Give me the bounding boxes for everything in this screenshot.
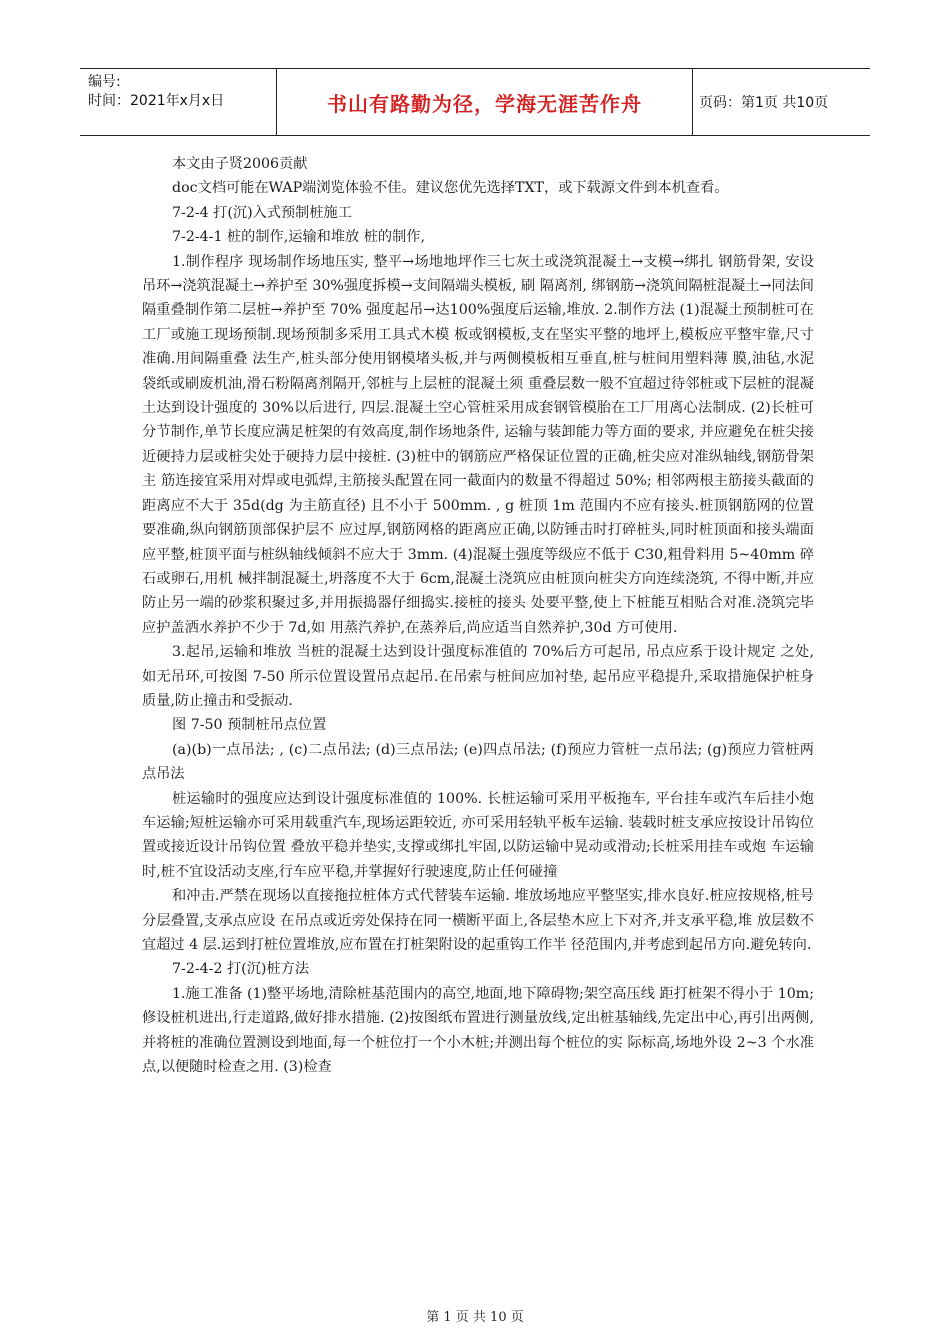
page-info-text: 页码：第1页 共10页 xyxy=(699,95,829,111)
paragraph-production: 1.制作程序 现场制作场地压实, 整平→场地地坪作三七灰土或浇筑混凝土→支模→绑扎 钢筋骨架, 安设吊环→浇筑混凝土→养护至 30%强度拆模→支间隔端头模板, 刷 隔离剂, 绑钢筋→浇筑间隔桩混凝土→同法间隔重叠制作第二层桩→养护至 70% 强度起吊→达100%强度后运输,堆放. 2.制作方法 (1)混凝土预制桩可在工厂或施工现场预制.现场预制多采用工具式木模 板或钢模板,支在坚实平整的地坪上,模板应平整牢靠,尺寸准确.用间隔重叠 法生产,桩头部分使用钢模堵头板,并与两侧模板相互垂直,桩与桩间用塑料薄 膜,油毡,水泥袋纸或刷废机油,滑石粉隔离剂隔开,邻桩与上层桩的混凝土须 重叠层数一般不宜超过待邻桩或下层桩的混凝土达到设计强度的 30%以后进行, 四层.混凝土空心管桩采用成套钢管模胎在工厂用离心法制成. (2)长桩可分节制作,单节长度应满足桩架的有效高度,制作场地条件, 运输与装卸能力等方面的要求, 并应避免在桩尖接近硬持力层或桩尖处于硬持力层中接桩. (3)桩中的钢筋应严格保证位置的正确,桩尖应对准纵轴线,钢筋骨架主 筋连接宜采用对焊或电弧焊,主筋接头配置在同一截面内的数量不得超过 50%; 相邻两根主筋接头截面的距离应不大于 35d(dg 为主筋直径) 且不小于 500mm. , g 桩顶 1m 范围内不应有接头.桩顶钢筋网的位置要准确,纵向钢筋顶部保护层不 应过厚,钢筋网格的距离应正确,以防锤击时打碎桩头,同时桩顶面和接头端面 应平整,桩顶平面与桩纵轴线倾斜不应大于 3mm. (4)混凝土强度等级应不低于 C30,粗骨料用 5~40mm 碎石或卵石,用机 械拌制混凝土,坍落度不大于 6cm,混凝土浇筑应由桩顶向桩尖方向连续浇筑, 不得中断,并应防止另一端的砂浆积聚过多,并用振捣器仔细捣实.接桩的接头 处要平整,使上下桩能互相贴合对准.浇筑完毕应护盖洒水养护不少于 7d,如 用蒸汽养护,在蒸养后,尚应适当自然养护,30d 方可使用. xyxy=(142,253,814,636)
header-meta-cell xyxy=(80,69,277,135)
paragraph-transport: 桩运输时的强度应达到设计强度标准值的 100%. 长桩运输可采用平板拖车, 平台挂车或汽车后挂小炮车运输;短桩运输亦可采用载重汽车,现场运距较近, 亦可采用轻轨平板车运输. 装载时桩支承应按设计吊钩位置或接近设计吊钩位置 叠放平稳并垫实,支撑或绑扎牢固,以防运输中晃动或滑动;长桩采用挂车或炮 车运输时,桩不宜设活动支座,行车应平稳,并掌握好行驶速度,防止任何碰撞 xyxy=(142,790,814,880)
motto-cell xyxy=(277,69,693,135)
paragraph-stacking: 和冲击.严禁在现场以直接拖拉桩体方式代替装车运输. 堆放场地应平整坚实,排水良好.桩应按规格,桩号分层叠置,支承点应设 在吊点或近旁处保持在同一横断平面上,各层垫木应上下对齐,并支承平稳,堆 放层数不宜超过 4 层.运到打桩位置堆放,应布置在打桩架附设的起重钩工作半 径范围内,并考虑到起吊方向.避免转向. xyxy=(142,888,814,953)
paragraph-lifting: 3.起吊,运输和堆放 当桩的混凝土达到设计强度标准值的 70%后方可起吊, 吊点应系于设计规定 之处,如无吊环,可按图 7-50 所示位置设置吊点起吊.在吊索与桩间应加衬垫, 起吊应平稳提升,采取措施保护桩身质量,防止撞击和受振动. xyxy=(142,644,814,709)
subsection-heading-driving: 7-2-4-2 打(沉)桩方法 xyxy=(172,961,310,978)
date-label: 时间：2021年x月x日 xyxy=(88,93,225,109)
document-body xyxy=(142,152,814,1079)
page-footer: 第 1 页 共 10 页 xyxy=(426,1310,524,1325)
paragraph-source: 本文由子贤2006贡献 xyxy=(172,156,308,172)
figure-caption: 图 7-50 预制桩吊点位置 xyxy=(172,717,327,734)
section-heading: 7-2-4 打(沉)入式预制桩施工 xyxy=(172,204,352,221)
page-info-cell xyxy=(693,69,870,135)
figure-legend: (a)(b)一点吊法; , (c)二点吊法; (d)三点吊法; (e)四点吊法; (f)预应力管桩一点吊法; (g)预应力管桩两点吊法 xyxy=(142,741,814,783)
serial-label: 编号: xyxy=(88,74,121,90)
paragraph-preparation: 1.施工准备 (1)整平场地,清除桩基范围内的高空,地面,地下障碍物;架空高压线 距打桩架不得小于 10m;修设桩机进出,行走道路,做好排水措施. (2)按图纸布置进行测量放线,定出桩基轴线,先定出中心,再引出两侧, 并将桩的准确位置测设到地面,每一个桩位打一个小木桩;并测出每个桩位的实 际标高,场地外设 2~3 个水准点,以便随时检查之用. (3)检查 xyxy=(142,985,814,1076)
header-table xyxy=(80,68,870,136)
motto-text: 书山有路勤为径，学海无涯苦作舟 xyxy=(327,91,642,116)
subsection-heading: 7-2-4-1 桩的制作,运输和堆放 桩的制作, xyxy=(172,229,425,246)
paragraph-notice: doc文档可能在WAP端浏览体验不佳。建议您优先选择TXT，或下载源文件到本机查看。 xyxy=(172,180,729,197)
